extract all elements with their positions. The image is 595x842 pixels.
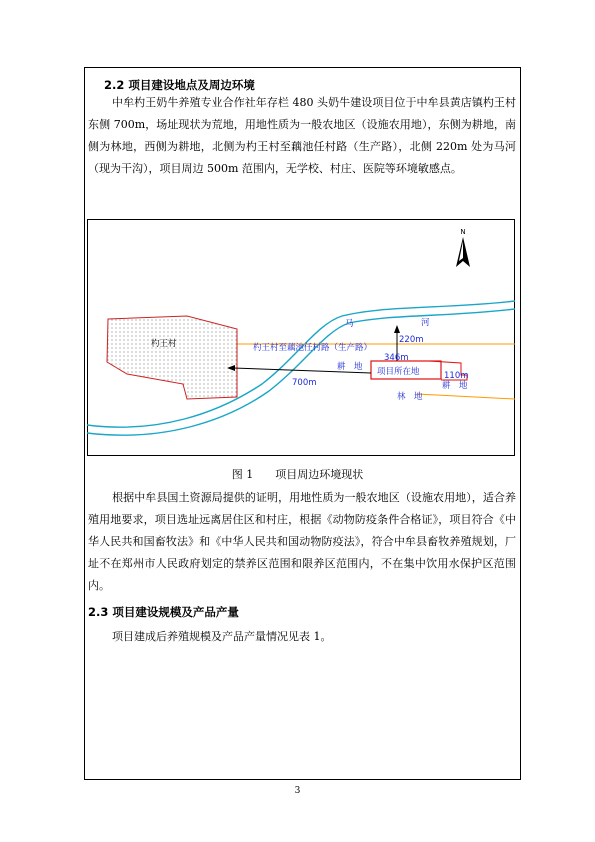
paragraph-land-use-text: 根据中牟县国土资源局提供的证明，用地性质为一般农地区（设施农用地），适合养殖用地要求，项目选址远离居住区和村庄，根据《动物防疫条件合格证》，项目符合《中华人民共和国畜牧法》和《中华人民共和国动物防疫法》，符合中牟县畜牧养殖规划，厂址不在郑州市人民政府划定的禁养区范围和限养区范围内，不在集中饮用水保护区范围内。: [88, 491, 516, 592]
farmland-right-label: 耕 地: [442, 381, 468, 391]
forest-label: 林 地: [397, 392, 423, 402]
section-heading-2-3: 2.3 项目建设规模及产品产量: [88, 605, 239, 619]
page-number: 3: [294, 786, 301, 796]
river-label-1: 马: [345, 319, 354, 329]
site-map: [87, 219, 515, 456]
dist-village-label: 700m: [292, 378, 317, 388]
village-label: 杓王村: [151, 339, 177, 349]
paragraph-location-text: 中牟杓王奶牛养殖专业合作社年存栏 480 头奶牛建设项目位于中牟县黄店镇杓王村东侧 700m，场址现状为荒地，用地性质为一般农地区（设施农用地），东侧为耕地，南侧为林地，西侧为耕地，北侧为杓王村至藕池任村路（生产路），北侧 220m 处为马河（现为干沟），项目周边 500m 范围内，无学校、村庄、医院等环境敏感点。: [88, 96, 516, 175]
river-label-2: 河: [421, 318, 430, 328]
figure-caption: 图 1 项目周边环境现状: [231, 468, 364, 481]
section-heading-2-2: 2.2 项目建设地点及周边环境: [104, 78, 255, 92]
paragraph-location: [88, 92, 516, 180]
paragraph-scale: [88, 626, 516, 648]
project-site-label: 项目所在地: [377, 367, 420, 377]
road-label: 杓王村至藕池任村路（生产路）: [253, 343, 373, 353]
paragraph-scale-text: 项目建成后养殖规模及产品产量情况见表 1。: [112, 630, 332, 643]
north-label: N: [460, 228, 466, 236]
dist-river-label: 220m: [399, 335, 424, 345]
paragraph-land-use: [88, 487, 516, 597]
farmland-left-label: 耕 地: [337, 362, 363, 372]
dist-right-label: 110m: [444, 371, 469, 381]
dist-east-label: 346m: [384, 353, 409, 363]
